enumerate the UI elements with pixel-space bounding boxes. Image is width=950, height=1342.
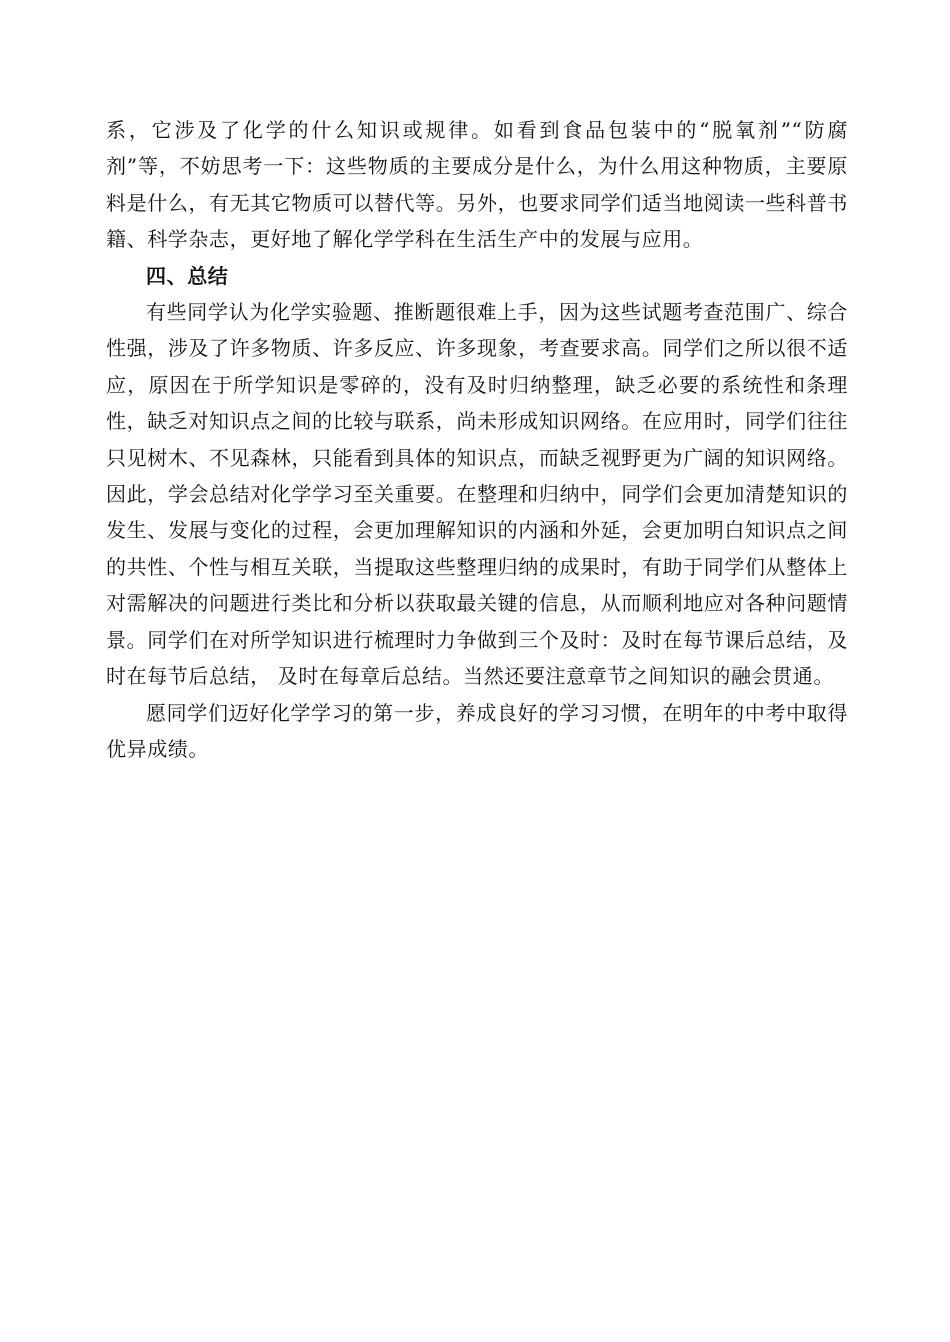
paragraph-continued: 系，它涉及了化学的什么知识或规律。如看到食品包装中的“脱氧剂”“防腐剂”等，不妨思考一下：这些物质的主要成分是什么，为什么用这种物质，主要原料是什么，有无其它物质可以替代等。另外，也要求同学们适当地阅读一些科普书籍、科学杂志，更好地了解化学学科在生活生产中的发展与应用。 bbox=[106, 118, 848, 252]
paragraph-summary: 有些同学认为化学实验题、推断题很难上手，因为这些试题考查范围广、综合性强，涉及了许多物质、许多反应、许多现象，考查要求高。同学们之所以很不适应，原因在于所学知识是零碎的，没有及时归纳整理，缺乏必要的系统性和条理性，缺乏对知识点之间的比较与联系，尚未形成知识网络。在应用时，同学们往往只见树木、不见森林，只能看到具体的知识点，而缺乏视野更为广阔的知识网络。因此，学会总结对化学学习至关重要。在整理和归纳中，同学们会更加清楚知识的发生、发展与变化的过程，会更加理解知识的内涵和外延，会更加明白知识点之间的共性、个性与相互关联，当提取这些整理归纳的成果时，有助于同学们从整体上对需解决的问题进行类比和分析以获取最关键的信息，从而顺利地应对各种问题情景。同学们在对所学知识进行梳理时力争做到三个及时：及时在每节课后总结，及时在每节后总结， 及时在每章后总结。当然还要注意章节之间知识的融会贯通。 bbox=[106, 300, 848, 689]
document-page bbox=[106, 112, 848, 767]
section-heading: 四、总结 bbox=[146, 263, 229, 288]
paragraph-closing: 愿同学们迈好化学学习的第一步，养成良好的学习习惯，在明年的中考中取得优异成绩。 bbox=[106, 700, 848, 761]
